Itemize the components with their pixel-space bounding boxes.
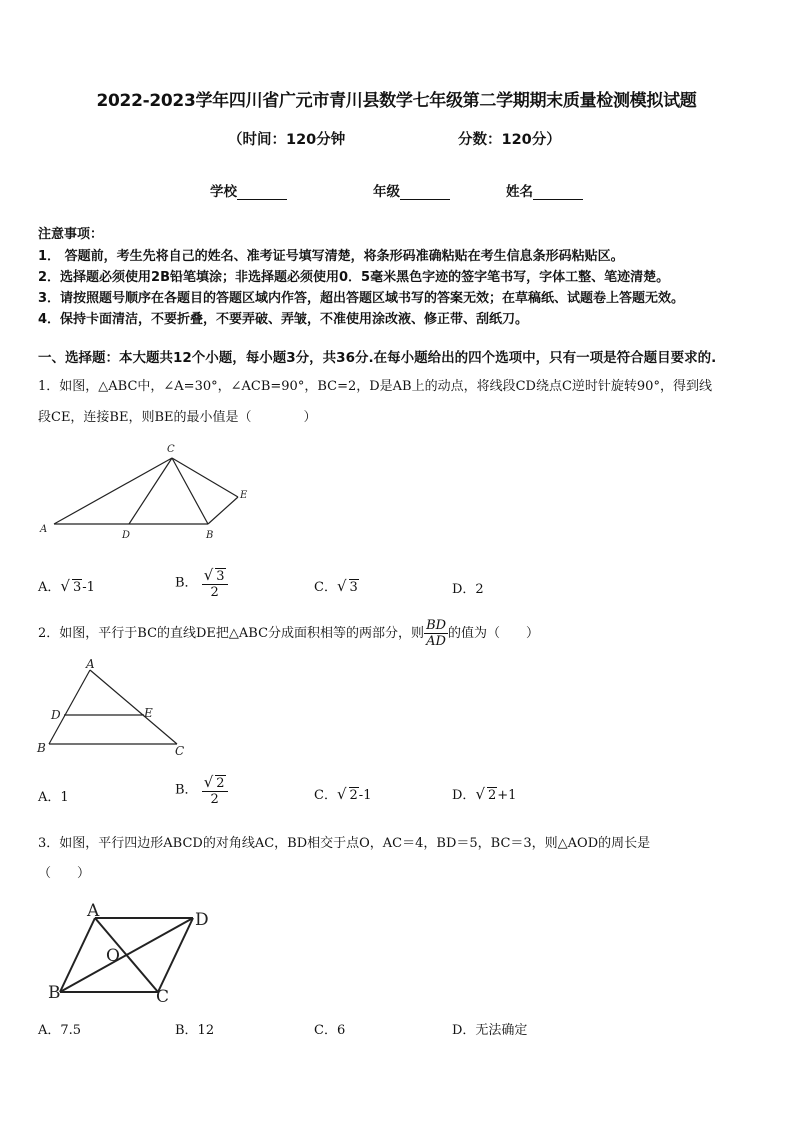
school-label: 学校 [210, 184, 237, 200]
exam-score: 分数：120分） [458, 132, 561, 148]
q3-text-line1: 3．如图，平行四边形ABCD的对角线AC，BD相交于点O，AC＝4，BD＝5，BC＝3，则△AOD的周长是 [38, 836, 651, 851]
q1-option-c[interactable] [314, 576, 359, 595]
q1-option-c-label: C． [314, 580, 337, 595]
q2-fraction [424, 618, 448, 649]
q1-option-b-fraction [202, 566, 228, 600]
q2-text-post: 的值为（ ） [448, 626, 540, 641]
q1-option-a-tail: -1 [82, 580, 95, 595]
q3-edge-dc [158, 918, 193, 992]
q2-option-d[interactable] [452, 784, 516, 803]
sqrt-icon: √ [203, 566, 214, 584]
section-heading: 一、选择题：本大题共12个小题，每小题3分，共36分.在每小题给出的四个选项中，只有一项是符合题目要求的. [38, 350, 717, 366]
q2-text [38, 618, 539, 649]
sqrt-icon: √ [60, 577, 70, 595]
q2-option-c-radicand: 2 [349, 788, 358, 803]
q2-option-d-tail: +1 [497, 788, 517, 803]
q2-fraction-numerator: BD [426, 618, 447, 633]
q1-option-b-label: B． [175, 575, 198, 591]
q2-edge-ab [49, 670, 90, 744]
q2-option-c-label: C． [314, 788, 337, 803]
q2-option-b-label: B． [175, 782, 198, 798]
grade-blank [400, 185, 450, 200]
q1-option-c-radicand: 3 [349, 580, 358, 595]
q2-option-b-radicand: 2 [216, 776, 225, 791]
exam-time: （时间：120分钟 [228, 132, 346, 148]
school-field [210, 180, 287, 200]
q3-label-d: D [195, 910, 209, 930]
note-item-1: 1． 答题前，考生先将自己的姓名、准考证号填写清楚，将条形码准确粘贴在考生信息条形码粘贴区。 [38, 249, 624, 264]
name-field [506, 180, 583, 200]
q2-label-a: A [86, 658, 95, 671]
q1-edge-cb [172, 458, 208, 524]
q2-label-c: C [175, 744, 185, 758]
sqrt-icon: √ [475, 785, 485, 803]
q1-edge-cd [129, 458, 172, 524]
q1-text-line2: 段CE，连接BE，则BE的最小值是（ ） [38, 410, 317, 425]
q1-option-b-denominator: 2 [210, 585, 219, 600]
q3-figure [40, 898, 220, 1008]
name-blank [533, 185, 583, 200]
q3-label-a: A [87, 901, 100, 921]
name-label: 姓名 [506, 184, 533, 200]
q2-label-d: D [51, 708, 61, 722]
q1-option-d[interactable]: D．2 [452, 582, 484, 597]
school-blank [237, 185, 287, 200]
q2-label-b: B [37, 741, 46, 755]
sqrt-icon: √ [336, 577, 347, 595]
q3-diagonal-bd [60, 918, 193, 992]
q2-label-e: E [144, 706, 153, 720]
q1-edge-be [208, 497, 238, 524]
q2-fraction-denominator: AD [426, 634, 446, 649]
q1-label-b: B [206, 530, 214, 541]
note-item-4: 4．保持卡面清洁，不要折叠，不要弄破、弄皱，不准使用涂改液、修正带、刮纸刀。 [38, 312, 529, 327]
notes-heading: 注意事项： [38, 227, 104, 242]
q1-label-c: C [167, 444, 175, 455]
q2-option-d-radicand: 2 [488, 788, 497, 803]
q2-edge-ac [90, 670, 177, 744]
q1-option-a-label: A． [38, 580, 61, 595]
q2-option-c[interactable] [314, 784, 371, 803]
q2-option-a[interactable]: A．1 [38, 790, 69, 805]
q1-option-a[interactable] [38, 576, 95, 595]
sqrt-icon: √ [336, 785, 347, 803]
q1-label-a: A [40, 524, 48, 535]
q2-figure [34, 658, 194, 758]
q1-edge-ce [172, 458, 238, 497]
q3-label-c: C [156, 987, 170, 1007]
q3-option-c[interactable]: C．6 [314, 1023, 346, 1038]
note-item-3: 3．请按照题号顺序在各题目的答题区域内作答，超出答题区域书写的答案无效；在草稿纸、试题卷上答题无效。 [38, 291, 685, 306]
sqrt-icon: √ [203, 773, 214, 791]
q1-label-e: E [240, 490, 248, 501]
q3-option-a[interactable]: A．7.5 [38, 1023, 82, 1038]
grade-label: 年级 [373, 184, 400, 200]
q2-option-b-fraction [202, 773, 228, 807]
q1-label-d: D [122, 530, 131, 541]
q3-edge-ab [60, 918, 95, 992]
grade-field [373, 180, 450, 200]
q1-option-a-radicand: 3 [72, 580, 82, 595]
q2-option-d-label: D． [452, 788, 476, 803]
q3-option-b[interactable]: B．12 [175, 1023, 215, 1038]
q3-label-o: O [106, 946, 120, 966]
q1-text-line1: 1．如图，△ABC中，∠A=30°，∠ACB=90°，BC=2，D是AB上的动点，将线段CD绕点C逆时针旋转90°，得到线 [38, 379, 712, 394]
q2-option-b-denominator: 2 [210, 792, 219, 807]
q2-text-pre: 2．如图，平行于BC的直线DE把△ABC分成面积相等的两部分，则 [38, 626, 425, 641]
q3-option-d[interactable]: D．无法确定 [452, 1023, 528, 1038]
page-title: 2022-2023学年四川省广元市青川县数学七年级第二学期期末质量检测模拟试题 [96, 91, 697, 111]
q3-text-line2: （ ） [38, 866, 91, 881]
q1-figure [36, 440, 266, 545]
q1-option-b[interactable] [175, 566, 228, 600]
q1-edge-ac [54, 458, 172, 524]
q1-option-b-radicand: 3 [216, 569, 225, 584]
q3-label-b: B [48, 983, 61, 1003]
q2-option-c-tail: -1 [358, 788, 372, 803]
note-item-2: 2．选择题必须使用2B铅笔填涂；非选择题必须使用0．5毫米黑色字迹的签字笔书写，字体工整、笔迹清楚。 [38, 270, 670, 285]
q2-option-b[interactable] [175, 773, 228, 807]
